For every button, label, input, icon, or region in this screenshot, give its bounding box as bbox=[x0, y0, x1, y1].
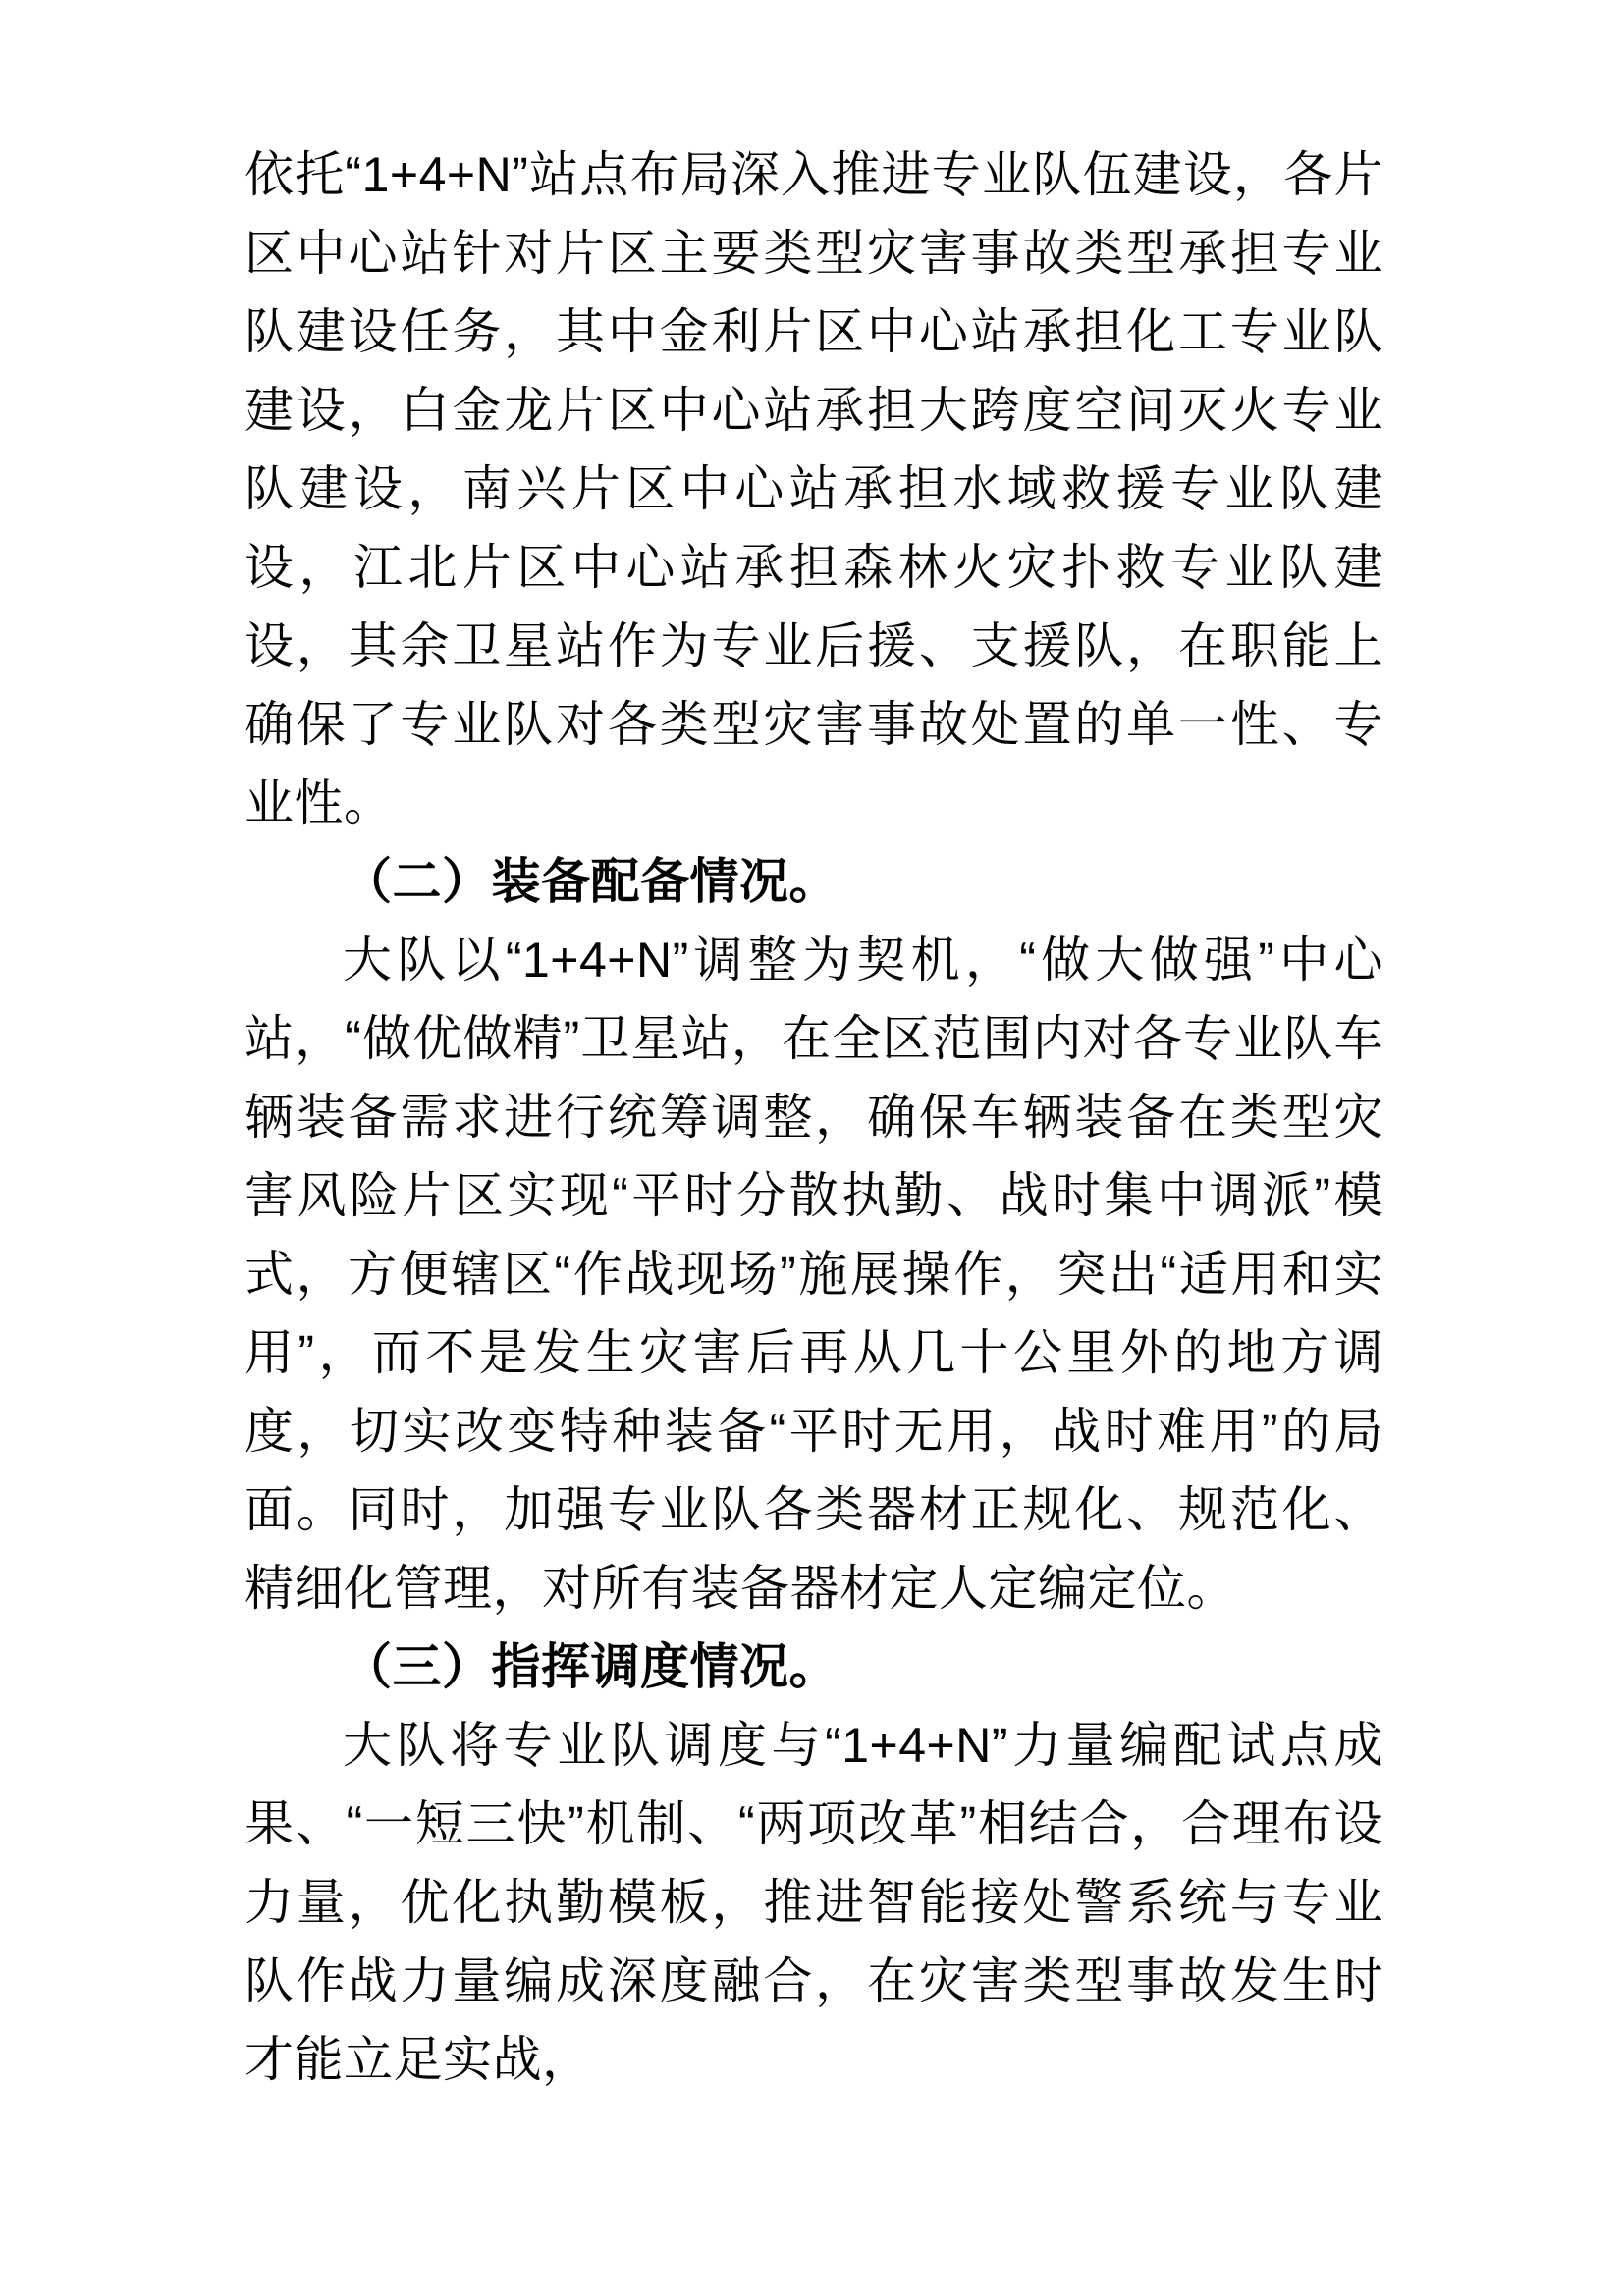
document-body bbox=[244, 135, 1383, 2099]
heading-section-three-command: （三）指挥调度情况。 bbox=[343, 1639, 839, 1694]
heading-section-two-equipment: （二）装备配备情况。 bbox=[343, 854, 839, 909]
paragraph-command-dispatch: 大队将专业队调度与“1+4+N”力量编配试点成果、“一短三快”机制、“两项改革”相结合，合理布设力量，优化执勤模板，推进智能接处警系统与专业队作战力量编成深度融合，在灾害类型事故发生时才能立足实战， bbox=[244, 1718, 1383, 2087]
paragraph-professional-team-layout: 依托“1+4+N”站点布局深入推进专业队伍建设，各片区中心站针对片区主要类型灾害事故类型承担专业队建设任务，其中金利片区中心站承担化工专业队建设，白金龙片区中心站承担大跨度空间灭火专业队建设，南兴片区中心站承担水域救援专业队建设，江北片区中心站承担森林火灾扑救专业队建设，其余卫星站作为专业后援、支援队，在职能上确保了专业队对各类型灾害事故处置的单一性、专业性。 bbox=[244, 147, 1383, 830]
paragraph-equipment-allocation: 大队以“1+4+N”调整为契机，“做大做强”中心站，“做优做精”卫星站，在全区范围内对各专业队车辆装备需求进行统筹调整，确保车辆装备在类型灾害风险片区实现“平时分散执勤、战时集中调派”模式，方便辖区“作战现场”施展操作，突出“适用和实用”，而不是发生灾害后再从几十公里外的地方调度，切实改变特种装备“平时无用，战时难用”的局面。同时，加强专业队各类器材正规化、规范化、精细化管理，对所有装备器材定人定编定位。 bbox=[244, 933, 1383, 1616]
